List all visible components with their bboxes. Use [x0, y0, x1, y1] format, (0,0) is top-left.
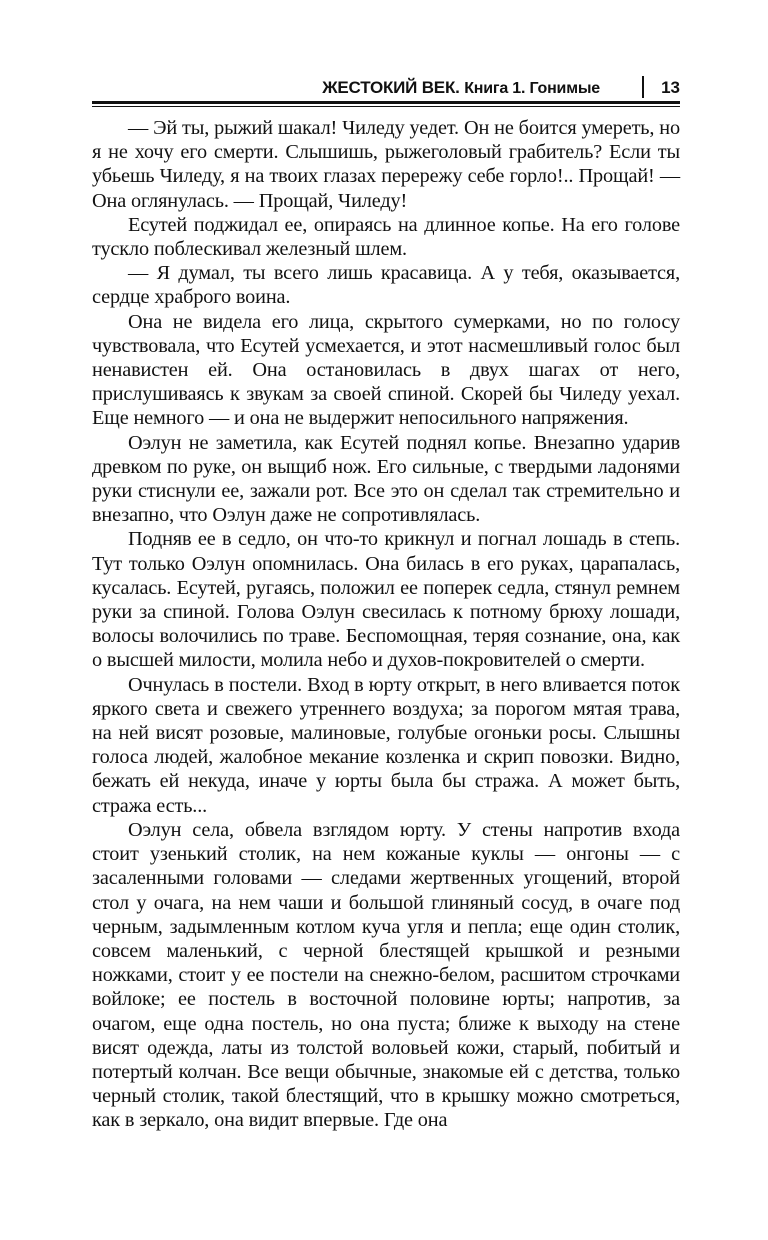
header-rule-thick [92, 101, 680, 104]
page-number: 13 [661, 78, 680, 97]
running-title-main: ЖЕСТОКИЙ ВЕК. [322, 78, 460, 97]
paragraph: Оэлун села, обвела взглядом юрту. У стены напротив входа стоит узенький столик, на нем кожаные куклы — онгоны — с засаленными головами — следами жертвенных угощений, второй стол у очага, на нем чаши и большой глиняный сосуд, в очаге под черным, задымленным котлом куча угля и пепла; еще один столик, совсем маленький, с черной блестящей крышкой и резными ножками, стоит у ее постели на снежно-белом, расшитом строчками войлоке; ее постель в восточной половине юрты; напротив, за очагом, еще одна постель, но она пуста; ближе к выходу на стене висят одежда, латы из толстой воловьей кожи, старый, побитый и потертый колчан. Все вещи обычные, знакомые ей с детства, только черный столик, такой блестящий, что в крышку можно смотреться, как в зеркало, она видит впервые. Где она [92, 818, 680, 1132]
paragraph: Очнулась в постели. Вход в юрту открыт, в него вливается поток яркого света и свежего утреннего воздуха; за порогом мятая трава, на ней висят розовые, малиновые, голубые огоньки росы. Слышны голоса людей, жалобное мекание козленка и скрип повозки. Видно, бежать ей некуда, иначе у юрты была бы стража. А может быть, стража есть... [92, 673, 680, 817]
paragraph: Подняв ее в седло, он что-то крикнул и погнал лошадь в степь. Тут только Оэлун опомнилась. Она билась в его руках, царапалась, кусалась. Есутей, ругаясь, положил ее поперек седла, стянул ремнем руки за спиной. Голова Оэлун свесилась к потному брюху лошади, волосы волочились по траве. Беспомощная, теряя сознание, она, как о высшей милости, молила небо и духов-покровителей о смерти. [92, 528, 680, 672]
paragraph: Она не видела его лица, скрытого сумерками, но по голосу чувствовала, что Есутей усмехается, и этот насмешливый голос был ненавистен ей. Она остановилась в двух шагах от него, прислушиваясь к звукам за своей спиной. Скорей бы Чиледу уехал. Еще немного — и она не выдержит непосильного напряжения. [92, 310, 680, 430]
paragraph: — Эй ты, рыжий шакал! Чиледу уедет. Он не боится умереть, но я не хочу его смерти. Слышишь, рыжеголовый грабитель? Если ты убьешь Чиледу, я на твоих глазах перережу себе горло!.. Прощай! — Она оглянулась. — Прощай, Чиледу! [92, 117, 680, 212]
running-title-book: Книга 1. Гонимые [464, 80, 600, 97]
running-title [322, 78, 600, 98]
body-text [92, 116, 680, 1133]
header-divider [642, 76, 644, 98]
running-header [92, 70, 680, 102]
header-rule-thin [92, 106, 680, 107]
paragraph: Есутей поджидал ее, опираясь на длинное копье. На его голове тускло поблескивал железный шлем. [92, 213, 680, 261]
paragraph: — Я думал, ты всего лишь красавица. А у тебя, оказывается, сердце храброго воина. [92, 262, 680, 309]
paragraph: Оэлун не заметила, как Есутей поднял копье. Внезапно ударив древком по руке, он выщиб нож. Его сильные, с твердыми ладонями руки стиснули ее, зажали рот. Все это он сделал так стремительно и внезапно, что Оэлун даже не сопротивлялась. [92, 431, 680, 527]
